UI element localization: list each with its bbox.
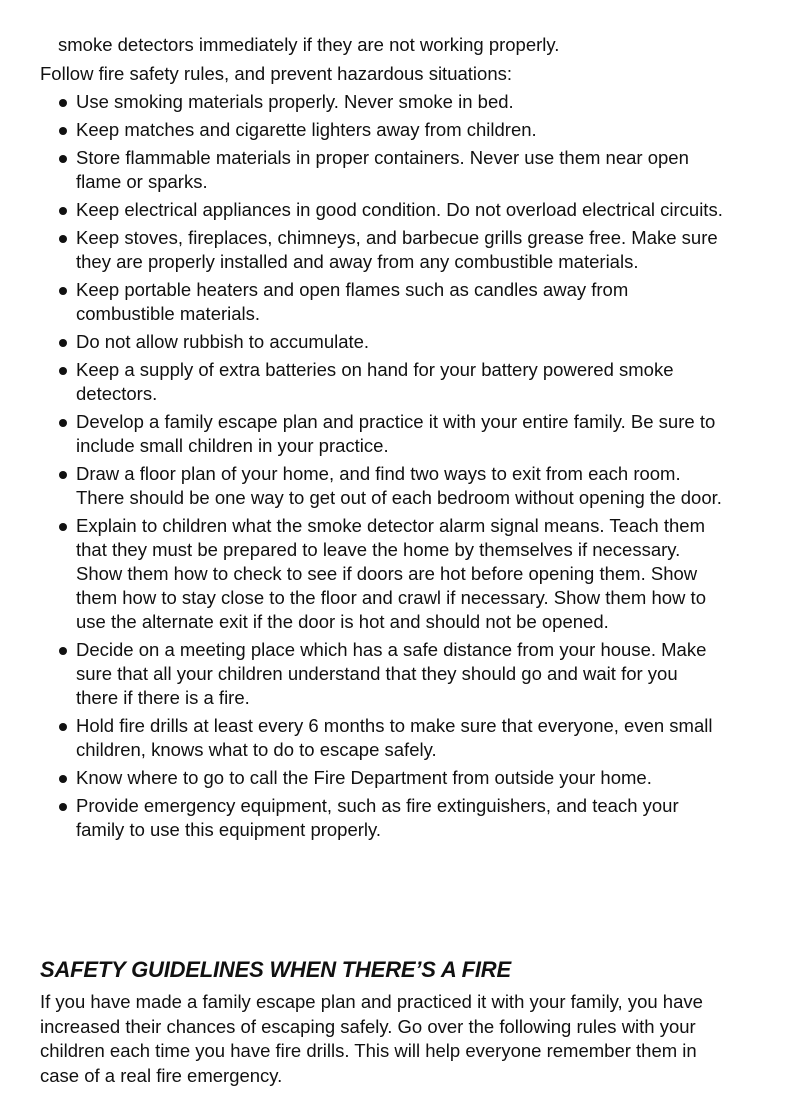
list-item-text: Explain to children what the smoke detector alarm signal means. Teach them that they must be prepared to leave the home by themselves if necessary. Show them how to check to see if doors are hot before opening them. Show them how to stay close to the floor and crawl if necessary. Show them how to use the alternate exit if the door is hot and should not be opened. bbox=[76, 515, 706, 632]
bullet-icon bbox=[59, 775, 67, 783]
list-item bbox=[58, 714, 723, 762]
bullet-icon bbox=[59, 523, 67, 531]
list-item bbox=[58, 358, 723, 406]
list-item bbox=[58, 410, 723, 458]
list-item bbox=[58, 278, 723, 326]
bullet-icon bbox=[59, 287, 67, 295]
list-item bbox=[58, 330, 723, 354]
bullet-icon bbox=[59, 339, 67, 347]
list-item bbox=[58, 766, 723, 790]
bullet-icon bbox=[59, 419, 67, 427]
list-item bbox=[58, 90, 723, 114]
list-item bbox=[58, 514, 723, 634]
list-item-text: Hold fire drills at least every 6 months to make sure that everyone, even small children, knows what to do to escape safely. bbox=[76, 715, 713, 760]
section-heading: SAFETY GUIDELINES WHEN THERE’S A FIRE bbox=[40, 957, 511, 982]
continued-line: smoke detectors immediately if they are not working properly. bbox=[58, 34, 560, 55]
list-item-text: Do not allow rubbish to accumulate. bbox=[76, 331, 370, 352]
bullet-icon bbox=[59, 127, 67, 135]
list-item-text: Draw a floor plan of your home, and find two ways to exit from each room. There should be one way to get out of each bedroom without opening the door. bbox=[76, 463, 722, 508]
list-item bbox=[58, 198, 723, 222]
list-item-text: Keep matches and cigarette lighters away from children. bbox=[76, 119, 537, 140]
list-item-text: Keep stoves, fireplaces, chimneys, and barbecue grills grease free. Make sure they are properly installed and away from any combustible materials. bbox=[76, 227, 718, 272]
bullet-icon bbox=[59, 207, 67, 215]
list-item bbox=[58, 794, 723, 842]
list-item-text: Keep a supply of extra batteries on hand for your battery powered smoke detectors. bbox=[76, 359, 674, 404]
list-item-text: Provide emergency equipment, such as fire extinguishers, and teach your family to use this equipment properly. bbox=[76, 795, 679, 840]
list-item-text: Know where to go to call the Fire Department from outside your home. bbox=[76, 767, 652, 788]
bullet-icon bbox=[59, 155, 67, 163]
list-item-text: Keep portable heaters and open flames such as candles away from combustible materials. bbox=[76, 279, 629, 324]
rules-intro: Follow fire safety rules, and prevent hazardous situations: bbox=[40, 63, 512, 84]
list-item-text: Decide on a meeting place which has a safe distance from your house. Make sure that all your children understand that they should go and wait for you there if there is a fire. bbox=[76, 639, 707, 708]
list-item-text: Keep electrical appliances in good condition. Do not overload electrical circuits. bbox=[76, 199, 723, 220]
fire-safety-rules-list bbox=[58, 90, 723, 846]
list-item-text: Develop a family escape plan and practice it with your entire family. Be sure to include small children in your practice. bbox=[76, 411, 716, 456]
bullet-icon bbox=[59, 471, 67, 479]
bullet-icon bbox=[59, 235, 67, 243]
list-item-text: Store flammable materials in proper containers. Never use them near open flame or sparks. bbox=[76, 147, 689, 192]
bullet-icon bbox=[59, 723, 67, 731]
list-item-text: Use smoking materials properly. Never smoke in bed. bbox=[76, 91, 514, 112]
bullet-icon bbox=[59, 647, 67, 655]
list-item bbox=[58, 226, 723, 274]
bullet-icon bbox=[59, 367, 67, 375]
list-item bbox=[58, 638, 723, 710]
section-paragraph: If you have made a family escape plan and practiced it with your family, you have increased their chances of escaping safely. Go over the following rules with your children each time you have fire drills. This will help everyone remember them in case of a real fire emergency. bbox=[40, 991, 703, 1086]
list-item bbox=[58, 462, 723, 510]
list-item bbox=[58, 146, 723, 194]
bullet-icon bbox=[59, 99, 67, 107]
bullet-icon bbox=[59, 803, 67, 811]
list-item bbox=[58, 118, 723, 142]
